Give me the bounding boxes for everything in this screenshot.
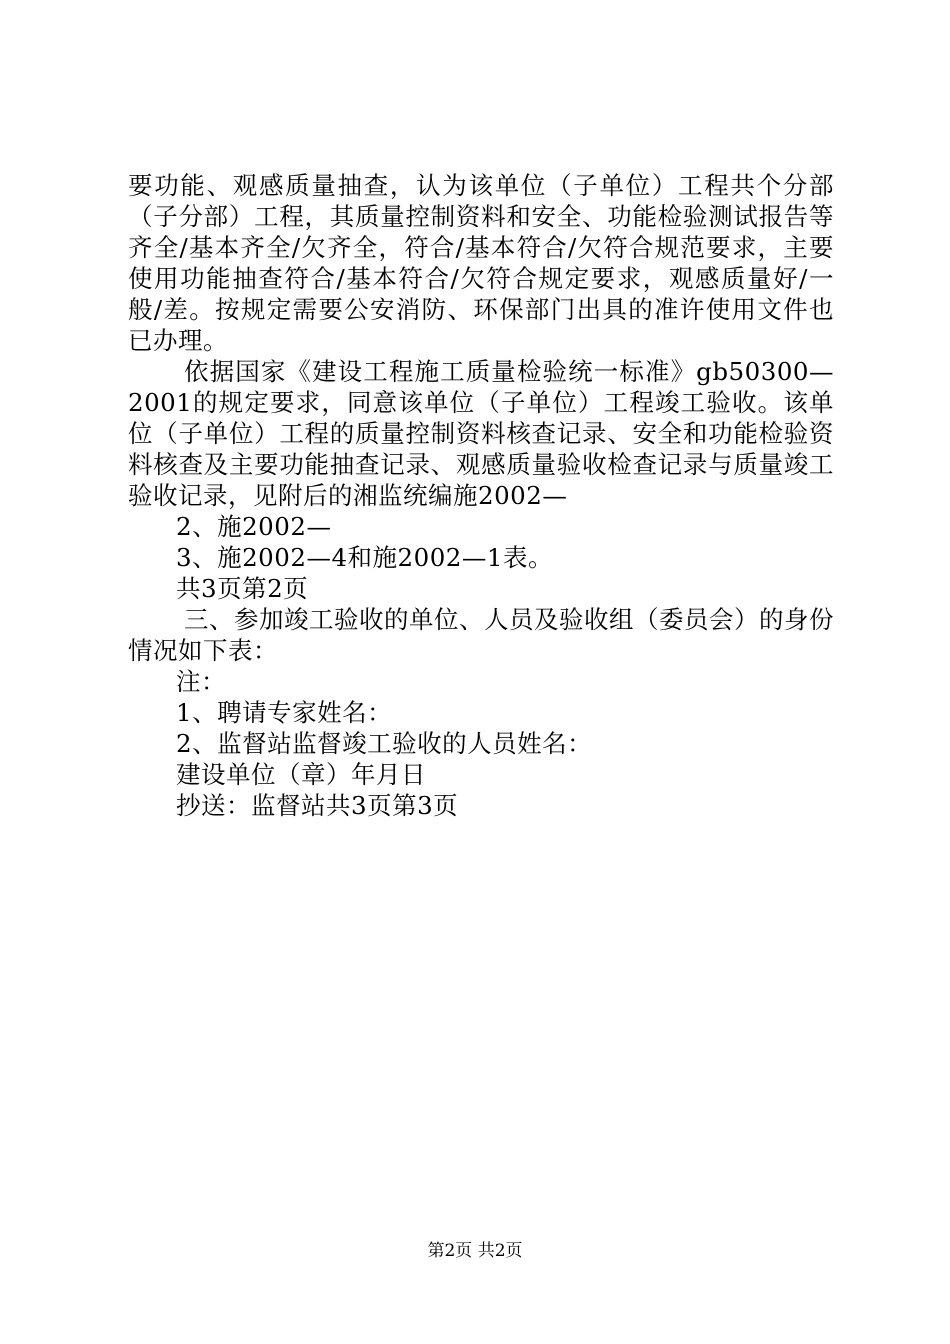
note-label: 注： [176, 667, 226, 696]
note-supervisor-names: 2、监督站监督竣工验收的人员姓名： [176, 729, 593, 758]
line-table-3: 3、施2002—4和施2002—1表。 [176, 543, 553, 572]
line-table-2: 2、施2002— [176, 512, 332, 541]
note-expert-names: 1、聘请专家姓名： [176, 698, 393, 727]
section-three-heading: 三、参加竣工验收的单位、人员及验收组（委员会）的身份情况如下表： [128, 605, 834, 665]
line-page-count: 共3页第2页 [176, 574, 309, 603]
document-body [128, 170, 834, 821]
note-builder-seal: 建设单位（章）年月日 [176, 760, 426, 789]
note-copy-to: 抄送：监督站共3页第3页 [176, 791, 459, 820]
paragraph-standard-basis: 依据国家《建设工程施工质量检验统一标准》gb50300—2001的规定要求，同意该单位（子单位）工程竣工验收。该单位（子单位）工程的质量控制资料核查记录、安全和功能检验资料核查及主要功能抽查记录、观感质量验收检查记录与质量竣工验收记录，见附后的湘监统编施2002— [128, 357, 834, 510]
paragraph-quality-check: 要功能、观感质量抽查，认为该单位（子单位）工程共个分部（子分部）工程，其质量控制资料和安全、功能检验测试报告等齐全/基本齐全/欠齐全，符合/基本符合/欠符合规范要求，主要使用功能抽查符合/基本符合/欠符合规定要求，观感质量好/一般/差。按规定需要公安消防、环保部门出具的准许使用文件也已办理。 [128, 171, 834, 355]
page-footer: 第2页 共2页 [427, 1241, 523, 1261]
